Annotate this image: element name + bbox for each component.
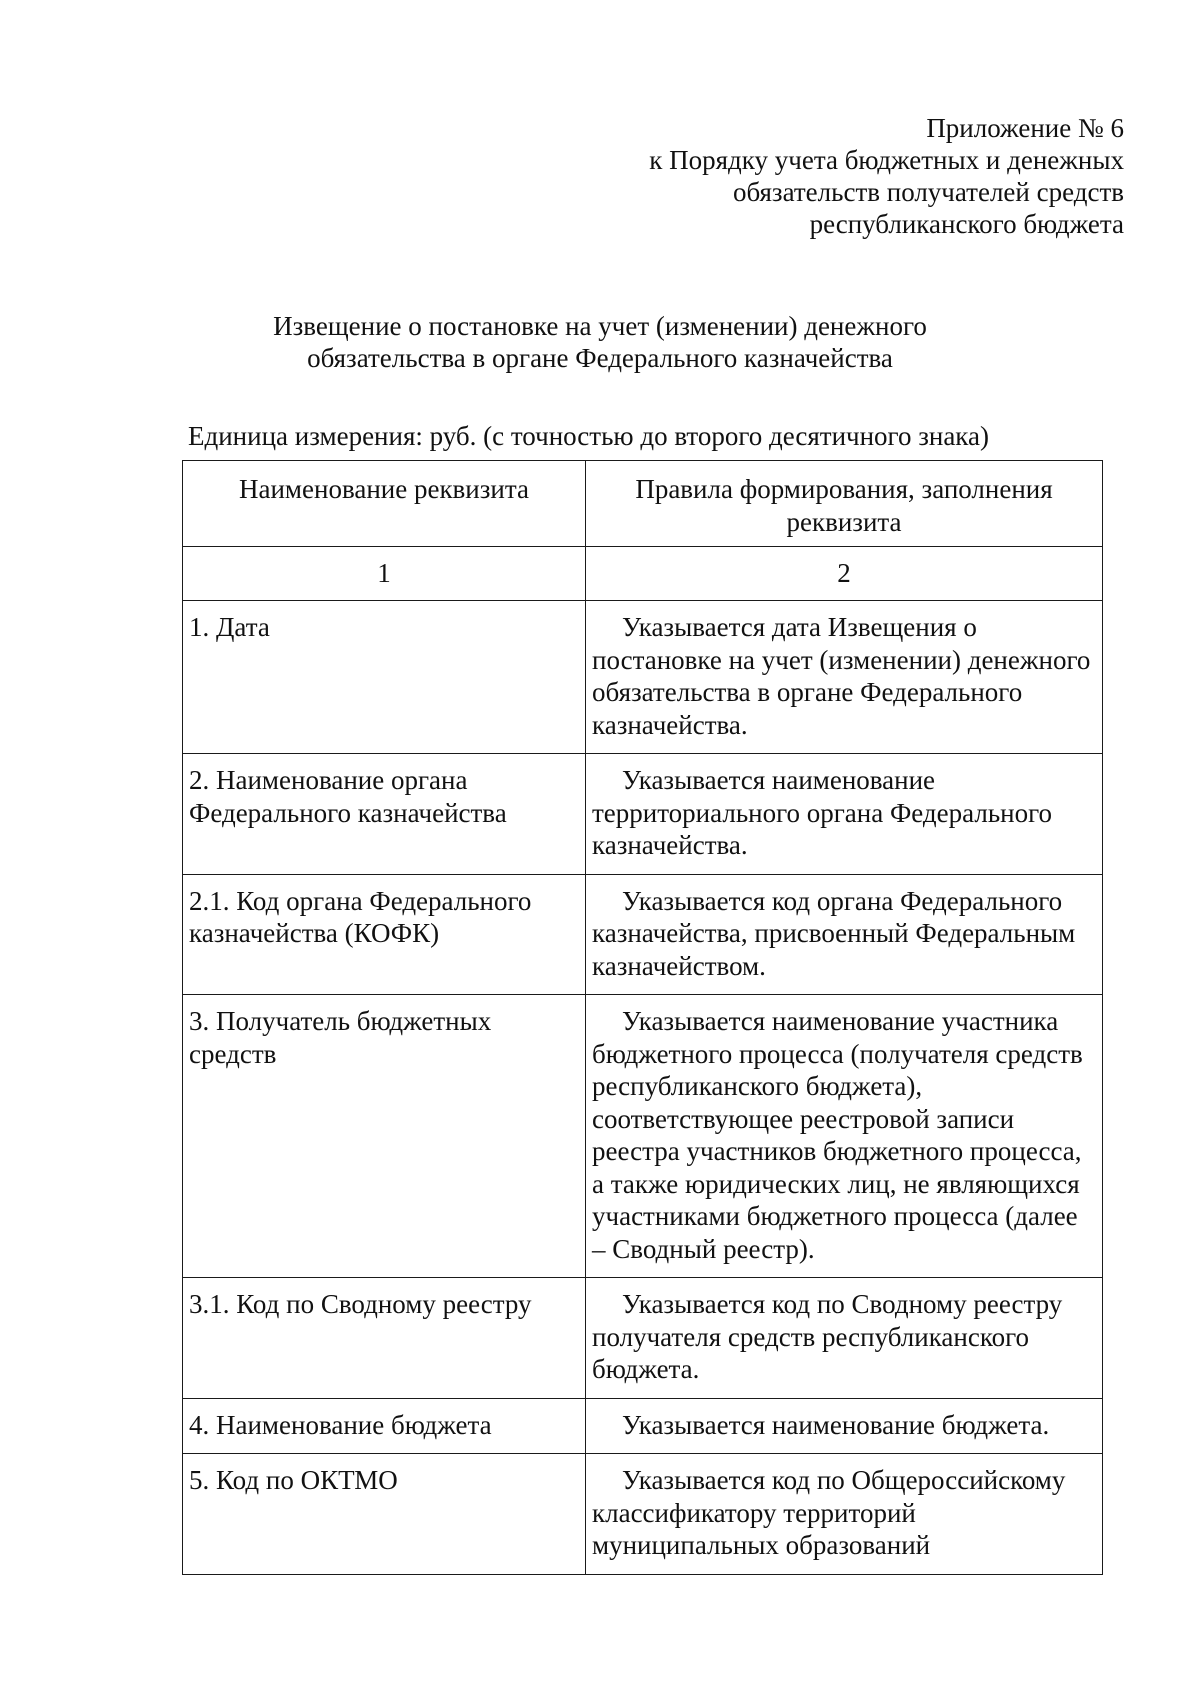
requisite-name: 4. Наименование бюджета <box>183 1398 586 1454</box>
requisite-rule: Указывается наименование участника бюджетного процесса (получателя средств республиканского бюджета), соответствующее реестровой записи реестра участников бюджетного процесса, а также юридических лиц, не являющихся участниками бюджетного процесса (далее – Сводный реестр). <box>592 1006 1083 1264</box>
appendix-number: Приложение № 6 <box>926 113 1124 143</box>
requisite-rule: Указывается код органа Федерального казначейства, присвоенный Федеральным казначейством. <box>592 885 1076 981</box>
requisite-name: 2. Наименование органа Федерального казначейства <box>183 754 586 875</box>
document-title <box>0 310 1200 374</box>
requisite-rule: Указывается дата Извещения о постановке на учет (изменении) денежного обязательства в органе Федерального казначейства. <box>592 612 1091 740</box>
document-title-line: Извещение о постановке на учет (изменении) денежного <box>273 311 927 341</box>
requisite-name: 5. Код по ОКТМО <box>183 1454 586 1575</box>
column-header-rule: Правила формирования, заполнения реквизита <box>586 461 1103 547</box>
requisite-rule: Указывается наименование территориального органа Федерального казначейства. <box>592 765 1053 860</box>
requisite-name: 3. Получатель бюджетных средств <box>183 995 586 1278</box>
requisite-rule: Указывается наименование бюджета. <box>622 1409 1050 1440</box>
column-header-name: Наименование реквизита <box>183 461 586 547</box>
requisite-name: 3.1. Код по Сводному реестру <box>183 1278 586 1399</box>
table-row <box>183 874 1103 995</box>
table-row <box>183 754 1103 875</box>
requisites-table <box>182 460 1103 1575</box>
column-number: 2 <box>586 547 1103 601</box>
appendix-line: к Порядку учета бюджетных и денежных <box>649 145 1124 175</box>
unit-of-measure: Единица измерения: руб. (с точностью до второго десятичного знака) <box>188 421 989 451</box>
column-number-row <box>183 547 1103 601</box>
table-row <box>183 1398 1103 1454</box>
appendix-reference <box>649 112 1124 240</box>
column-number: 1 <box>183 547 586 601</box>
table-row <box>183 995 1103 1278</box>
table-header-row <box>183 461 1103 547</box>
requisite-name: 1. Дата <box>183 601 586 754</box>
table-row <box>183 601 1103 754</box>
requisite-rule: Указывается код по Общероссийскому классификатору территорий муниципальных образований <box>592 1465 1066 1560</box>
appendix-line: обязательств получателей средств <box>732 177 1124 207</box>
requisite-rule: Указывается код по Сводному реестру получателя средств республиканского бюджета. <box>592 1289 1063 1384</box>
requisite-name: 2.1. Код органа Федерального казначейства (КОФК) <box>183 874 586 995</box>
document-title-line: обязательства в органе Федерального казначейства <box>307 343 893 373</box>
table-row <box>183 1278 1103 1399</box>
appendix-line: республиканского бюджета <box>809 209 1124 239</box>
table-row <box>183 1454 1103 1575</box>
